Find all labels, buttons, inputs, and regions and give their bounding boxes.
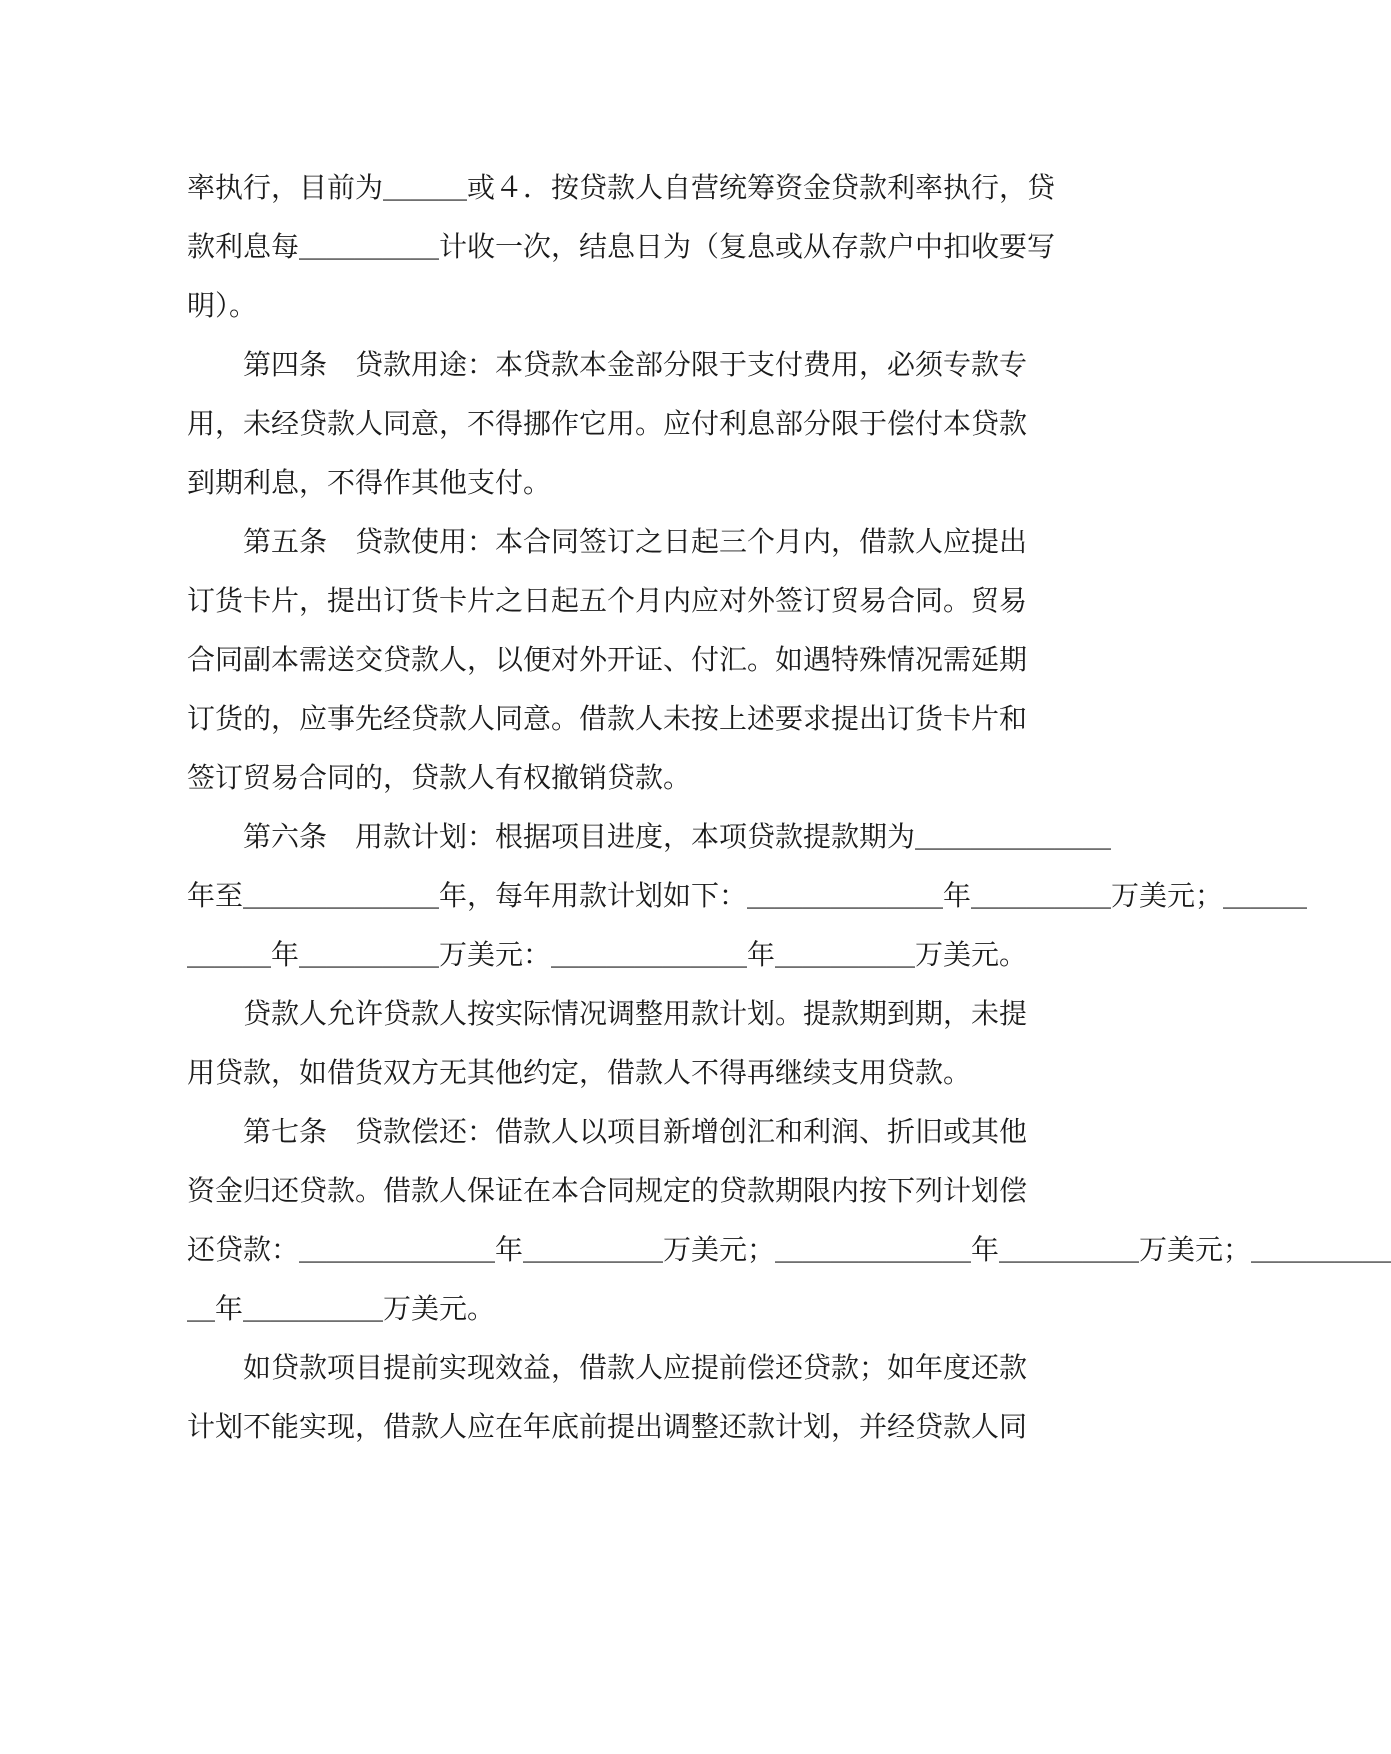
text-line: 年至＿＿＿＿＿＿＿年，每年用款计划如下：＿＿＿＿＿＿＿年＿＿＿＿＿万美元；＿＿＿ xyxy=(187,879,1308,912)
text-line: 用贷款，如借货双方无其他约定，借款人不得再继续支用贷款。 xyxy=(187,1056,972,1089)
text-line: 款利息每＿＿＿＿＿计收一次，结息日为（复息或从存款户中扣收要写 xyxy=(187,230,1056,263)
article-5-line: 第五条 贷款使用：本合同签订之日起三个月内，借款人应提出 xyxy=(187,525,1028,558)
text-line: 资金归还贷款。借款人保证在本合同规定的贷款期限内按下列计划偿 xyxy=(187,1174,1028,1207)
contract-body-text xyxy=(187,158,1391,1456)
text-line: 用，未经贷款人同意，不得挪作它用。应付利息部分限于偿付本贷款 xyxy=(187,407,1028,440)
text-line: ＿＿＿年＿＿＿＿＿万美元：＿＿＿＿＿＿＿年＿＿＿＿＿万美元。 xyxy=(187,938,1028,971)
article-4-line: 第四条 贷款用途：本贷款本金部分限于支付费用，必须专款专 xyxy=(187,348,1028,381)
text-line: 签订贸易合同的，贷款人有权撤销贷款。 xyxy=(187,761,692,794)
text-line: 明）。 xyxy=(187,289,258,322)
text-line: 订货的，应事先经贷款人同意。借款人未按上述要求提出订货卡片和 xyxy=(187,702,1028,735)
text-line: 到期利息，不得作其他支付。 xyxy=(187,466,552,499)
text-line: 还贷款：＿＿＿＿＿＿＿年＿＿＿＿＿万美元；＿＿＿＿＿＿＿年＿＿＿＿＿万美元；＿＿＿＿＿ xyxy=(187,1233,1391,1266)
text-line: 计划不能实现，借款人应在年底前提出调整还款计划，并经贷款人同 xyxy=(187,1410,1028,1443)
text-line: 贷款人允许贷款人按实际情况调整用款计划。提款期到期，未提 xyxy=(187,997,1028,1030)
article-7-line: 第七条 贷款偿还：借款人以项目新增创汇和利润、折旧或其他 xyxy=(187,1115,1028,1148)
article-6-line: 第六条 用款计划：根据项目进度，本项贷款提款期为＿＿＿＿＿＿＿ xyxy=(187,820,1112,853)
text-line: 合同副本需送交贷款人，以便对外开证、付汇。如遇特殊情况需延期 xyxy=(187,643,1028,676)
text-line: 订货卡片，提出订货卡片之日起五个月内应对外签订贸易合同。贸易 xyxy=(187,584,1028,617)
text-line: 率执行，目前为＿＿＿或４．按贷款人自营统筹资金贷款利率执行，贷 xyxy=(187,171,1056,204)
text-line: 如贷款项目提前实现效益，借款人应提前偿还贷款；如年度还款 xyxy=(187,1351,1028,1384)
text-line: ＿年＿＿＿＿＿万美元。 xyxy=(187,1292,496,1325)
